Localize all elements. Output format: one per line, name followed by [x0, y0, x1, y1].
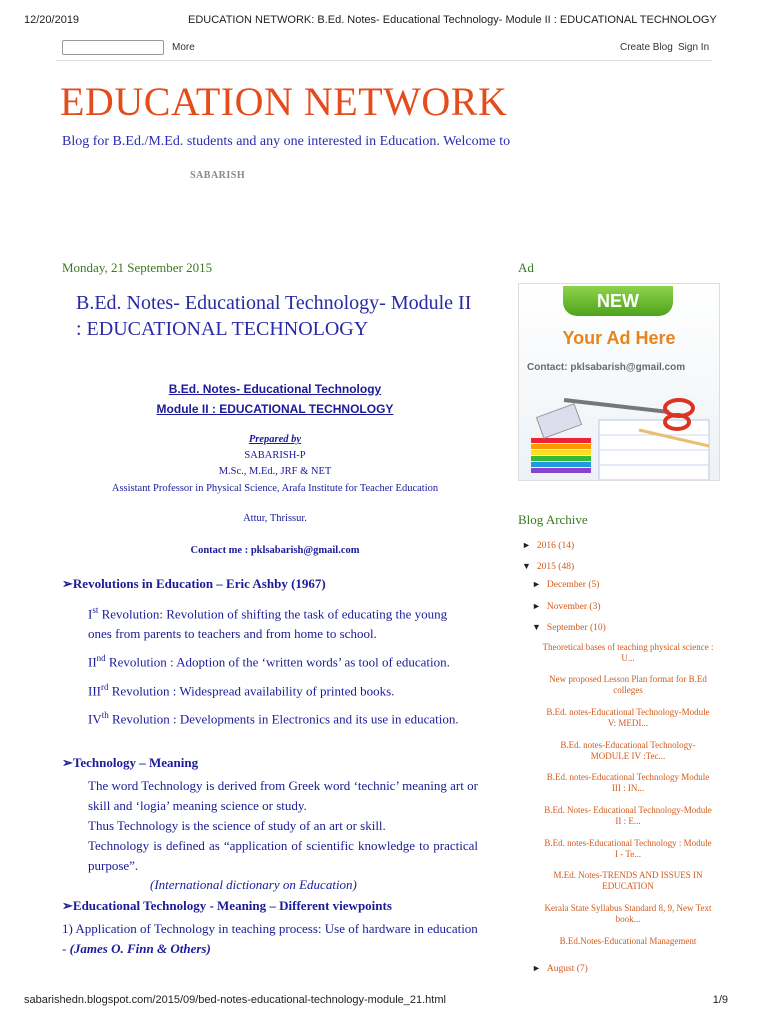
heading-text: Technology – Meaning — [72, 755, 199, 770]
list-item: IIIrd Revolution : Widespread availability of printed books. — [88, 681, 395, 698]
heading-text: Educational Technology - Meaning – Different viewpoints — [72, 898, 392, 913]
viewpoint-item-1: 1) Application of Technology in teaching process: Use of hardware in education - (James O. Finn & Others) — [62, 921, 478, 956]
post-subtitle-1: B.Ed. Notes- Educational Technology — [168, 382, 382, 396]
triangle-down-icon[interactable]: ▼ — [532, 622, 541, 632]
post-date: Monday, 21 September 2015 — [62, 260, 213, 275]
archive-post-link[interactable]: B.Ed. Notes- Educational Technology-Module II : E... — [544, 805, 712, 826]
more-link[interactable]: More — [172, 42, 195, 53]
print-date: 12/20/2019 — [24, 14, 80, 26]
technology-meaning-text — [88, 776, 478, 876]
section-heading-revolutions — [62, 576, 326, 592]
section-heading-educational-technology — [62, 898, 392, 914]
author-location: Attur, Thrissur. — [243, 513, 307, 524]
search-input[interactable] — [62, 40, 164, 55]
print-page-number: 1/9 — [712, 994, 728, 1006]
heading-text: Revolutions in Education – Eric Ashby (1967) — [72, 576, 326, 591]
triangle-right-icon[interactable]: ► — [532, 579, 541, 589]
triangle-down-icon[interactable]: ▼ — [522, 561, 531, 571]
post-title[interactable]: B.Ed. Notes- Educational Technology- Module II : EDUCATIONAL TECHNOLOGY — [76, 292, 472, 340]
archive-post-link[interactable]: B.Ed. notes-Educational Technology-Module V: MEDI... — [546, 707, 710, 728]
ad-banner[interactable] — [518, 283, 720, 481]
arrow-bullet-icon: ➢ — [62, 898, 73, 913]
dictionary-citation: (International dictionary on Education) — [150, 877, 357, 892]
archive-post-link[interactable]: Kerala State Syllabus Standard 8, 9, New Text book... — [544, 903, 712, 924]
post-subtitle-2: Module II : EDUCATIONAL TECHNOLOGY — [156, 402, 394, 416]
list-item: IVth Revolution : Developments in Electronics and its use in education. — [88, 709, 459, 727]
ad-headline: Your Ad Here — [562, 328, 676, 348]
paragraph: The word Technology is derived from Greek word ‘technic’ meaning art or skill and ‘logia’ meaning science or study. — [88, 778, 478, 813]
sign-in-link[interactable]: Sign In — [678, 42, 710, 53]
triangle-right-icon[interactable]: ► — [532, 963, 541, 973]
archive-post-link[interactable]: B.Ed. notes-Educational Technology Module III : IN... — [546, 772, 710, 793]
triangle-right-icon[interactable]: ► — [522, 540, 531, 550]
author-position: Assistant Professor in Physical Science, Arafa Institute for Teacher Education — [111, 483, 439, 494]
stationery-illustration — [519, 380, 719, 480]
list-item: Ist Revolution: Revolution of shifting the task of educating the young ones from parents to teachers and from home to school. — [88, 605, 448, 642]
viewpoint-citation: (James O. Finn & Others) — [69, 941, 211, 956]
ad-contact: Contact: pklsabarish@gmail.com — [527, 362, 686, 373]
archive-post-link[interactable]: Theoretical bases of teaching physical science : U... — [542, 642, 714, 663]
section-heading-technology-meaning — [62, 755, 198, 771]
archive-month-september[interactable]: ▼ September (10) — [532, 622, 606, 633]
blog-title[interactable]: EDUCATION NETWORK — [60, 79, 508, 124]
ad-new-badge: NEW — [563, 286, 673, 316]
archive-month-december[interactable]: ► December (5) — [532, 579, 600, 590]
archive-post-link[interactable]: M.Ed. Notes-TRENDS AND ISSUES IN EDUCATION — [553, 870, 703, 891]
arrow-bullet-icon: ➢ — [62, 755, 73, 770]
paragraph: Thus Technology is the science of study of an art or skill. — [88, 818, 386, 833]
archive-year-2016[interactable]: ► 2016 (14) — [522, 540, 575, 551]
create-blog-link[interactable]: Create Blog — [620, 42, 673, 53]
blog-author: SABARISH — [190, 170, 246, 181]
triangle-right-icon[interactable]: ► — [532, 601, 541, 611]
print-title: EDUCATION NETWORK: B.Ed. Notes- Educational Technology- Module II : EDUCATIONAL TECHNOLOGY — [188, 14, 717, 26]
print-url: sabarishedn.blogspot.com/2015/09/bed-notes-educational-technology-module_21.html — [24, 994, 446, 1006]
blog-archive-heading: Blog Archive — [518, 512, 588, 527]
archive-post-link[interactable]: B.Ed.Notes-Educational Management — [559, 936, 697, 946]
author-qualifications: M.Sc., M.Ed., JRF & NET — [218, 466, 332, 477]
blog-description: Blog for B.Ed./M.Ed. students and any one interested in Education. Welcome to — [62, 134, 511, 149]
author-contact: Contact me : pklsabarish@gmail.com — [190, 545, 360, 556]
paragraph: Technology is defined as “application of scientific knowledge to practical purpose”. — [88, 838, 478, 873]
archive-year-2015[interactable]: ▼ 2015 (48) — [522, 561, 575, 572]
blogger-navbar — [56, 36, 712, 61]
author-name: SABARISH-P — [244, 450, 306, 461]
archive-month-august[interactable]: ► August (7) — [532, 963, 588, 974]
archive-post-link[interactable]: B.Ed. notes-Educational Technology-MODULE IV :Tec... — [560, 740, 696, 761]
archive-post-link[interactable]: B.Ed. notes-Educational Technology : Module I - Te... — [544, 838, 712, 859]
arrow-bullet-icon: ➢ — [62, 576, 73, 591]
prepared-by-label: Prepared by — [248, 434, 302, 445]
ad-heading: Ad — [518, 260, 534, 275]
list-item: IInd Revolution : Adoption of the ‘written words’ as tool of education. — [88, 653, 450, 670]
archive-month-november[interactable]: ► November (3) — [532, 601, 601, 612]
blog-header — [60, 76, 536, 186]
archive-post-link[interactable]: New proposed Lesson Plan format for B.Ed colleges — [549, 674, 707, 695]
revolutions-list — [88, 600, 468, 733]
